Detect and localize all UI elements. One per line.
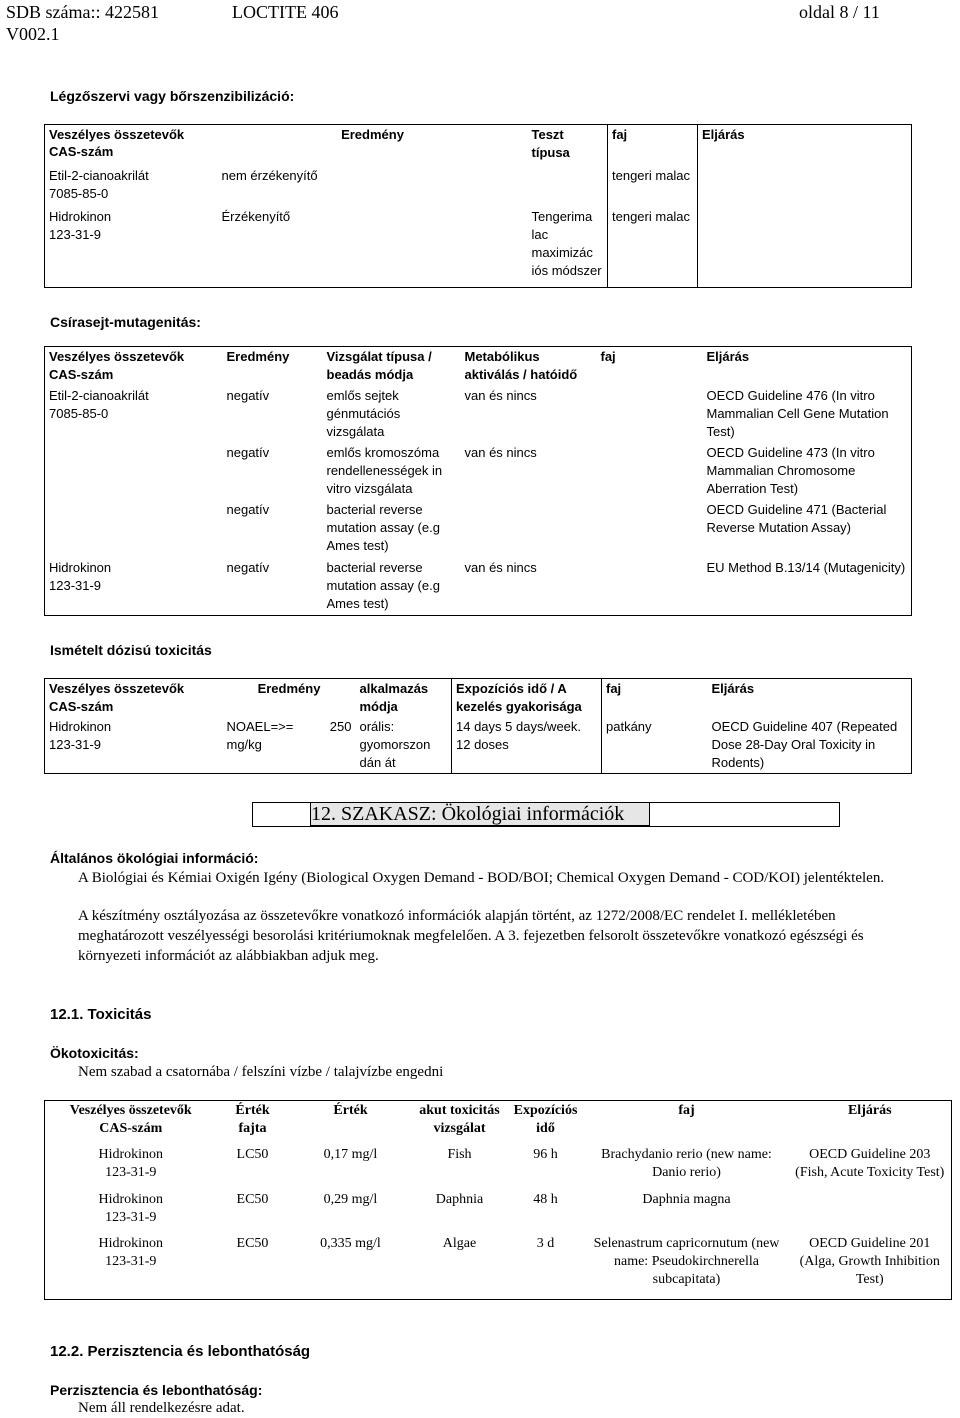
col-method: Eljárás bbox=[847, 1103, 892, 1118]
col-comp: Veszélyes összetevők bbox=[69, 1103, 192, 1118]
page-header bbox=[6, 2, 956, 46]
method-cell: OECD Guideline 203 (Fish, Acute Toxicity Test) bbox=[795, 1147, 945, 1181]
species-cell: patkány bbox=[602, 717, 708, 774]
mutagenicity-title: Csírasejt-mutagenitás: bbox=[50, 314, 201, 330]
comp-name: Hidrokinon bbox=[49, 719, 112, 734]
sensitization-title: Légzőszervi vagy bőrszenzibilizáció: bbox=[50, 88, 295, 104]
valtype-cell: LC50 bbox=[236, 1147, 269, 1163]
method-cell: OECD Guideline 476 (In vitro Mammalian Cell Gene Mutation Test) bbox=[706, 387, 889, 439]
comp-name: Hidrokinon bbox=[49, 559, 112, 575]
test-cell: Tengerima lac maximizác iós módszer bbox=[531, 209, 602, 279]
col-comp: Veszélyes összetevők bbox=[49, 681, 185, 696]
method-cell bbox=[698, 166, 912, 207]
table-header-row bbox=[45, 125, 912, 167]
species-cell bbox=[597, 443, 703, 500]
activation-cell: van és nincs bbox=[464, 559, 537, 575]
repeated-table bbox=[44, 678, 912, 774]
table-header-row bbox=[45, 347, 912, 386]
comp-name: Hidrokinon bbox=[98, 1147, 164, 1163]
col-comp: Veszélyes összetevők bbox=[49, 349, 185, 364]
col-exposure: Expozíciós idő bbox=[513, 1103, 578, 1136]
repeated-title: Ismételt dózisú toxicitás bbox=[50, 642, 212, 658]
species-cell: Brachydanio rerio (new name: Danio rerio) bbox=[601, 1147, 772, 1181]
persistence-title: 12.2. Perzisztencia és lebonthatóság bbox=[50, 1343, 311, 1360]
table-row bbox=[45, 1190, 952, 1234]
col-comp: Veszélyes összetevők bbox=[49, 127, 185, 142]
acute-cell: Fish bbox=[447, 1147, 472, 1163]
col-species: faj bbox=[678, 1103, 695, 1118]
comp-name: Etil-2-cianoakrilát bbox=[49, 168, 149, 184]
page-number: oldal 8 / 11 bbox=[799, 2, 880, 22]
noael-value: 250 bbox=[329, 719, 352, 734]
type-cell: emlős sejtek génmutációs vizsgálata bbox=[326, 387, 401, 439]
comp-name: Etil-2-cianoakrilát bbox=[49, 387, 149, 403]
method-cell: EU Method B.13/14 (Mutagenicity) bbox=[706, 559, 906, 575]
col-exposure: Expozíciós idő / A kezelés gyakorisága bbox=[452, 679, 602, 718]
col-method: Eljárás bbox=[706, 349, 750, 364]
cas-number: 123-31-9 bbox=[105, 1253, 157, 1269]
result-cell: negatív bbox=[226, 502, 270, 518]
col-value: Érték bbox=[333, 1103, 368, 1118]
sdb-number: SDB száma:: 422581 bbox=[6, 2, 159, 22]
result-cell: negatív bbox=[226, 387, 270, 403]
col-result: Eredmény bbox=[341, 127, 404, 142]
valtype-cell: EC50 bbox=[236, 1235, 269, 1251]
cas-number: 123-31-9 bbox=[105, 1209, 157, 1225]
activation-cell bbox=[461, 500, 597, 557]
ecotox-title: Ökotoxicitás: bbox=[50, 1045, 139, 1061]
value-cell: 0,17 mg/l bbox=[323, 1147, 378, 1163]
species-cell bbox=[597, 386, 703, 443]
exposure-cell: 3 d bbox=[536, 1235, 555, 1251]
persistence-sub-title: Perzisztencia és lebonthatóság: bbox=[50, 1382, 263, 1398]
cas-number: 7085-85-0 bbox=[49, 405, 109, 421]
cas-number: 123-31-9 bbox=[105, 1165, 157, 1181]
toxicity-title: 12.1. Toxicitás bbox=[50, 1006, 152, 1023]
cas-number: 123-31-9 bbox=[49, 227, 102, 243]
table-row bbox=[45, 558, 912, 616]
species-cell bbox=[597, 500, 703, 557]
table-row bbox=[45, 166, 912, 207]
version: V002.1 bbox=[6, 24, 60, 44]
method-cell: OECD Guideline 473 (In vitro Mammalian Chromosome Aberration Test) bbox=[706, 445, 875, 497]
type-cell: bacterial reverse mutation assay (e.g Ames test) bbox=[326, 502, 440, 554]
method-cell: OECD Guideline 471 (Bacterial Reverse Mutation Assay) bbox=[706, 502, 887, 536]
exposure-cell: 96 h bbox=[533, 1147, 558, 1163]
col-test: Teszt típusa bbox=[531, 127, 570, 160]
route-cell: orális: gyomorszon dán át bbox=[359, 719, 431, 770]
col-species: faj bbox=[602, 679, 708, 718]
col-cas: CAS-szám bbox=[49, 367, 114, 382]
method-cell: OECD Guideline 407 (Repeated Dose 28-Day Oral Toxicity in Rodents) bbox=[711, 719, 898, 770]
col-acute: akut toxicitás vizsgálat bbox=[419, 1103, 500, 1136]
table-row bbox=[45, 207, 912, 287]
result-cell: nem érzékenyítő bbox=[221, 168, 318, 184]
persistence-text: Nem áll rendelkezésre adat. bbox=[78, 1400, 245, 1416]
result-cell: negatív bbox=[226, 559, 270, 575]
table-row bbox=[45, 1145, 952, 1189]
comp-name: Hidrokinon bbox=[49, 209, 112, 225]
test-cell bbox=[528, 166, 608, 207]
col-cas: CAS-szám bbox=[49, 699, 114, 714]
valtype-cell: EC50 bbox=[236, 1191, 269, 1207]
col-cas: CAS-szám bbox=[49, 144, 114, 159]
ecotox-text: Nem szabad a csatornába / felszíni vízbe / talajvízbe engedni bbox=[78, 1064, 444, 1080]
result-cell: Érzékenyítő bbox=[221, 209, 291, 225]
general-eco-p1: A Biológiai és Kémiai Oxigén Igény (Biological Oxygen Demand - BOD/BOI; Chemical Oxygen Demand - COD/KOI) jelentéktelen. bbox=[78, 870, 885, 886]
general-eco-title: Általános ökológiai információ: bbox=[50, 850, 259, 866]
comp-name: Hidrokinon bbox=[98, 1235, 164, 1251]
general-eco-p2: A készítmény osztályozása az összetevőkre vonatkozó információk alapján történt, az 1272/2008/EC rendelet I. mellékletében meghatározott veszélyességi besorolási kritériumoknak megfelelően. A 3. fejezetben felsorolt összetevőkre vonatkozó egészségi és környezeti információt az alábbiakban adjuk meg. bbox=[78, 908, 864, 964]
acute-cell: Daphnia bbox=[435, 1191, 484, 1207]
product-name: LOCTITE 406 bbox=[232, 2, 339, 22]
exposure-cell: 48 h bbox=[533, 1191, 558, 1207]
table-header-row bbox=[45, 679, 912, 718]
col-cas: CAS-szám bbox=[99, 1121, 163, 1136]
comp-name: Hidrokinon bbox=[98, 1191, 164, 1207]
col-result: Eredmény bbox=[257, 681, 321, 696]
col-result: Eredmény bbox=[226, 349, 290, 364]
activation-cell: van és nincs bbox=[464, 387, 537, 403]
col-species: faj bbox=[608, 125, 698, 167]
method-cell bbox=[698, 207, 912, 287]
type-cell: emlős kromoszóma rendellenességek in vitro vizsgálata bbox=[326, 445, 443, 497]
value-cell: 0,29 mg/l bbox=[323, 1191, 378, 1207]
table-row bbox=[45, 1234, 952, 1300]
species-cell: tengeri malac bbox=[608, 207, 698, 287]
table-row bbox=[45, 386, 912, 443]
col-route: alkalmazás módja bbox=[359, 681, 429, 714]
species-cell: Daphnia magna bbox=[642, 1191, 731, 1207]
exposure-cell: 14 days 5 days/week. 12 doses bbox=[452, 717, 602, 774]
col-method: Eljárás bbox=[698, 125, 912, 167]
col-activation: Metabólikus aktiválás / hatóidő bbox=[464, 349, 578, 382]
sensitization-table bbox=[44, 124, 912, 288]
type-cell: bacterial reverse mutation assay (e.g Ames test) bbox=[326, 559, 440, 611]
cas-number: 123-31-9 bbox=[49, 577, 102, 593]
cas-number: 123-31-9 bbox=[49, 737, 102, 752]
method-cell bbox=[789, 1190, 952, 1234]
species-cell: tengeri malac bbox=[608, 166, 698, 207]
table-row bbox=[45, 443, 912, 500]
value-cell: 0,335 mg/l bbox=[320, 1235, 381, 1251]
method-cell: OECD Guideline 201 (Alga, Growth Inhibition Test) bbox=[799, 1235, 940, 1287]
table-row bbox=[45, 500, 912, 557]
table-row bbox=[45, 717, 912, 774]
table-header-row bbox=[45, 1101, 952, 1146]
col-valtype: Érték fajta bbox=[235, 1103, 270, 1136]
cas-number: 7085-85-0 bbox=[49, 186, 109, 202]
mutagenicity-table bbox=[44, 346, 912, 616]
ecotox-table bbox=[44, 1100, 952, 1300]
noael-unit: mg/kg bbox=[226, 737, 262, 752]
species-cell: Selenastrum capricornutum (new name: Pseudokirchnerella subcapitata) bbox=[593, 1235, 780, 1287]
activation-cell: van és nincs bbox=[464, 445, 537, 461]
species-cell bbox=[597, 558, 703, 616]
col-type: Vizsgálat típusa / beadás módja bbox=[326, 349, 432, 382]
col-method: Eljárás bbox=[711, 681, 755, 696]
acute-cell: Algae bbox=[442, 1235, 477, 1251]
result-cell: negatív bbox=[226, 445, 270, 461]
noael-label: NOAEL=>= bbox=[226, 719, 294, 734]
col-species: faj bbox=[600, 349, 616, 364]
section-12-banner: 12. SZAKASZ: Ökológiai információk bbox=[310, 802, 650, 826]
